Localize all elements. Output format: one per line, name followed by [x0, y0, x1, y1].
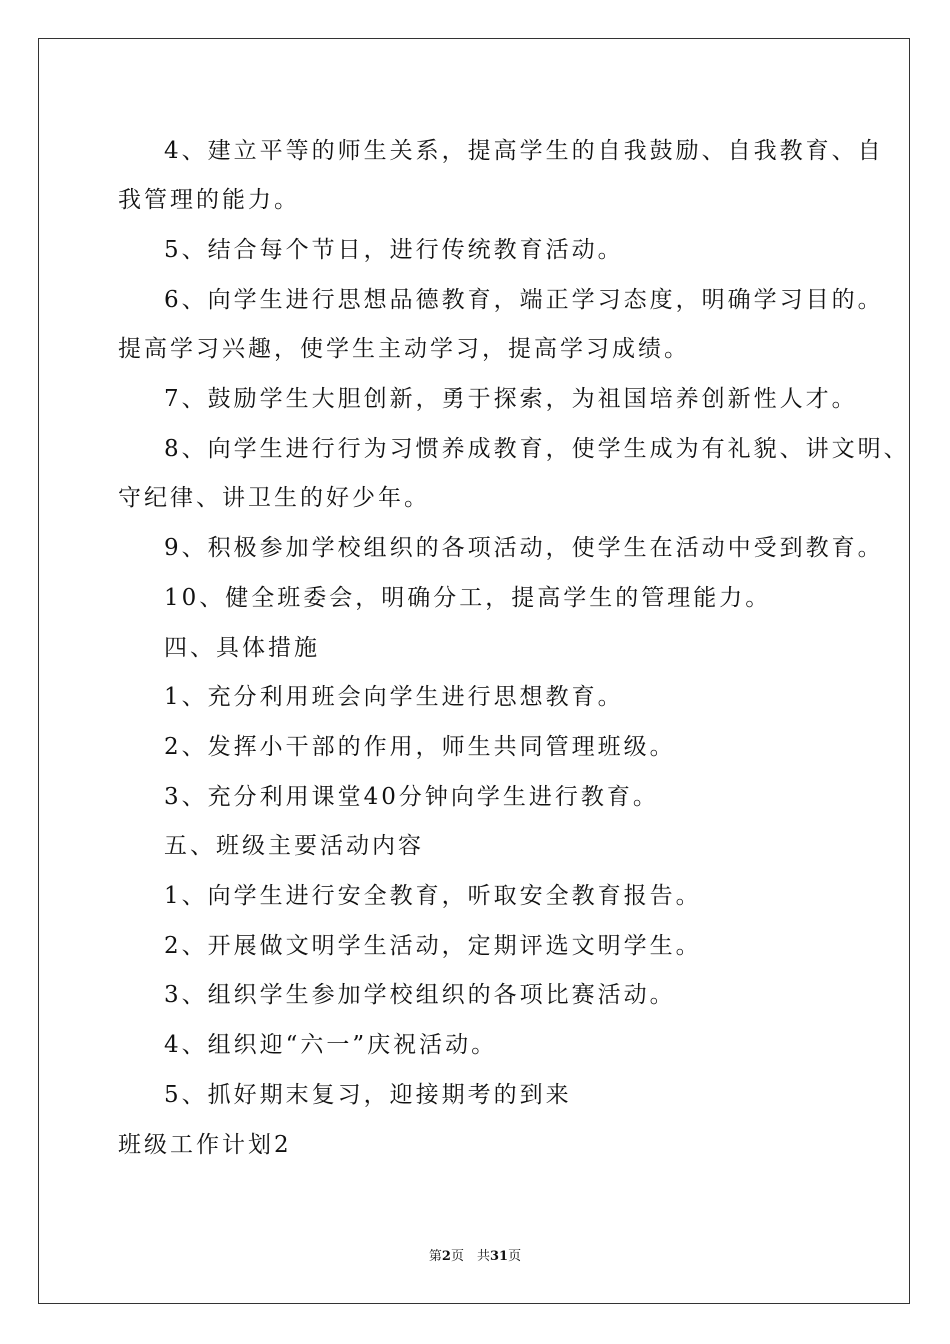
- footer-total-pages: 31: [489, 1249, 509, 1264]
- footer-mid: 页 共: [450, 1249, 490, 1264]
- paragraph-line: 提高学习兴趣，使学生主动学习，提高学习成绩。: [118, 336, 690, 362]
- paragraph-line: 守纪律、讲卫生的好少年。: [118, 485, 430, 511]
- paragraph-line: 5、抓好期末复习，迎接期考的到来: [164, 1082, 572, 1108]
- paragraph-line: 3、组织学生参加学校组织的各项比赛活动。: [164, 982, 676, 1008]
- footer-suffix: 页: [508, 1249, 522, 1264]
- paragraph-line: 6、向学生进行思想品德教育，端正学习态度，明确学习目的。: [164, 287, 884, 313]
- page-footer: [0, 1245, 950, 1264]
- paragraph-line: 7、鼓励学生大胆创新，勇于探索，为祖国培养创新性人才。: [164, 386, 858, 412]
- page-border: [38, 38, 910, 1304]
- paragraph-line: 4、建立平等的师生关系，提高学生的自我鼓励、自我教育、自: [164, 138, 884, 164]
- paragraph-line: 2、开展做文明学生活动，定期评选文明学生。: [164, 933, 702, 959]
- paragraph-line: 2、发挥小干部的作用，师生共同管理班级。: [164, 734, 676, 760]
- section-heading: 四、具体措施: [164, 635, 320, 661]
- section-heading: 五、班级主要活动内容: [164, 833, 424, 859]
- paragraph-line: 1、向学生进行安全教育，听取安全教育报告。: [164, 883, 702, 909]
- paragraph-line: 8、向学生进行行为习惯养成教育，使学生成为有礼貌、讲文明、: [164, 436, 910, 462]
- paragraph-line: 5、结合每个节日，进行传统教育活动。: [164, 237, 624, 263]
- footer-prefix: 第: [428, 1249, 442, 1264]
- paragraph-line: 3、充分利用课堂40分钟向学生进行教育。: [164, 784, 659, 810]
- paragraph-line: 4、组织迎“六一”庆祝活动。: [164, 1032, 498, 1058]
- document-title: 班级工作计划2: [118, 1132, 292, 1158]
- footer-page-number: 2: [441, 1249, 451, 1264]
- paragraph-line: 1、充分利用班会向学生进行思想教育。: [164, 684, 624, 710]
- paragraph-line: 我管理的能力。: [118, 187, 300, 213]
- paragraph-line: 9、积极参加学校组织的各项活动，使学生在活动中受到教育。: [164, 535, 884, 561]
- paragraph-line: 10、健全班委会，明确分工，提高学生的管理能力。: [164, 585, 772, 611]
